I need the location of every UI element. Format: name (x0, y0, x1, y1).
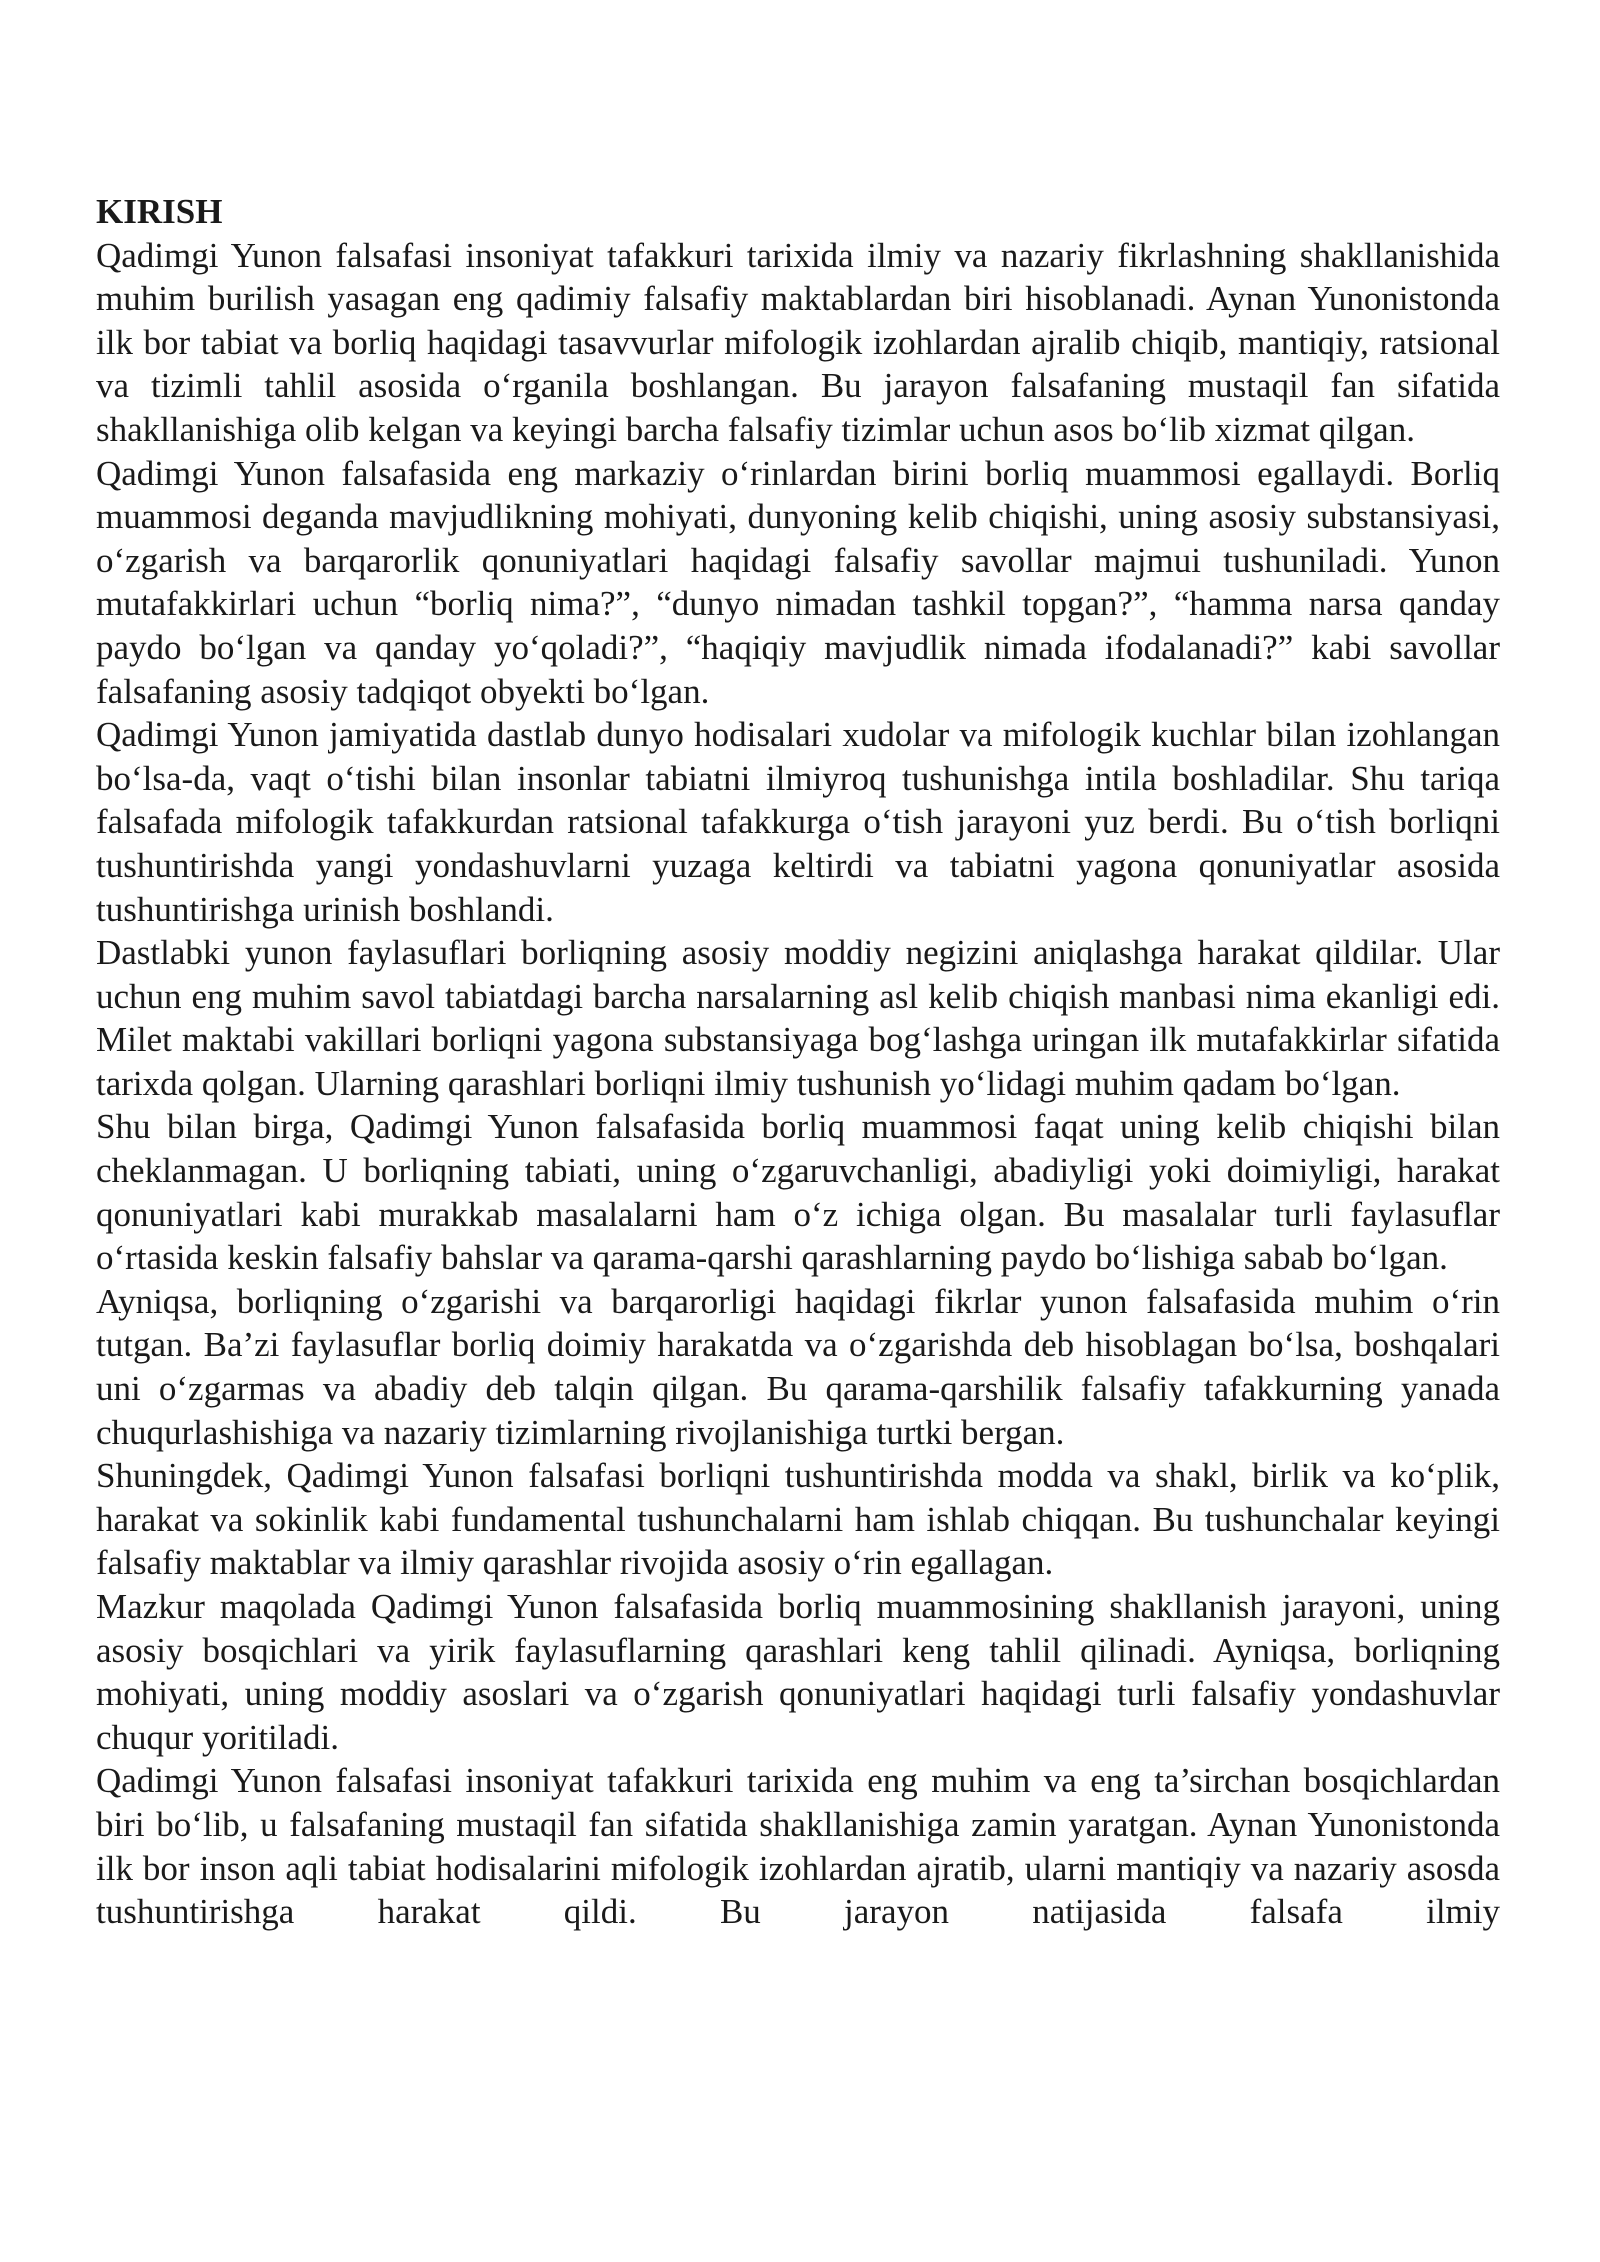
paragraph: Qadimgi Yunon falsafasida eng markaziy o‘rinlardan birini borliq muammosi egallaydi. Borliq muammosi deganda mavjudlikning mohiyati, dunyoning kelib chiqishi, uning asosiy substansiyasi, o‘zgarish va barqarorlik qonuniyatlari haqidagi falsafiy savollar majmui tushuniladi. Yunon mutafakkirlari uchun “borliq nima?”, “dunyo nimadan tashkil topgan?”, “hamma narsa qanday paydo bo‘lgan va qanday yo‘qoladi?”, “haqiqiy mavjudlik nimada ifodalanadi?” kabi savollar falsafaning asosiy tadqiqot obyekti bo‘lgan. (96, 453, 1500, 711)
paragraph: Qadimgi Yunon falsafasi insoniyat tafakkuri tarixida eng muhim va eng ta’sirchan bosqichlardan biri bo‘lib, u falsafaning mustaqil fan sifatida shakllanishiga zamin yaratgan. Aynan Yunonistonda ilk bor inson aqli tabiat hodisalarini mifologik izohlardan ajratib, ularni mantiqiy va nazariy asosda tushuntirishga harakat qildi. Bu jarayon natijasida falsafa ilmiy (96, 1761, 1500, 1932)
paragraph: Shuningdek, Qadimgi Yunon falsafasi borliqni tushuntirishda modda va shakl, birlik va ko‘plik, harakat va sokinlik kabi fundamental tushunchalarni ham ishlab chiqqan. Bu tushunchalar keyingi falsafiy maktablar va ilmiy qarashlar rivojida asosiy o‘rin egallagan. (96, 1456, 1500, 1583)
paragraph: Shu bilan birga, Qadimgi Yunon falsafasida borliq muammosi faqat uning kelib chiqishi bilan cheklanmagan. U borliqning tabiati, uning o‘zgaruvchanligi, abadiyligi yoki doimiyligi, harakat qonuniyatlari kabi murakkab masalalarni ham o‘z ichiga olgan. Bu masalalar turli faylasuflar o‘rtasida keskin falsafiy bahslar va qarama-qarshi qarashlarning paydo bo‘lishiga sabab bo‘lgan. (96, 1107, 1500, 1278)
document-page (96, 190, 1500, 1934)
paragraph: Qadimgi Yunon jamiyatida dastlab dunyo hodisalari xudolar va mifologik kuchlar bilan izohlangan bo‘lsa-da, vaqt o‘tishi bilan insonlar tabiatni ilmiyroq tushunishga intila boshladilar. Shu tariqa falsafada mifologik tafakkurdan ratsional tafakkurga o‘tish jarayoni yuz berdi. Bu o‘tish borliqni tushuntirishda yangi yondashuvlarni yuzaga keltirdi va tabiatni yagona qonuniyatlar asosida tushuntirishga urinish boshlandi. (96, 715, 1500, 929)
section-heading: KIRISH (96, 192, 223, 231)
paragraph: Mazkur maqolada Qadimgi Yunon falsafasida borliq muammosining shakllanish jarayoni, uning asosiy bosqichlari va yirik faylasuflarning qarashlari keng tahlil qilinadi. Ayniqsa, borliqning mohiyati, uning moddiy asoslari va o‘zgarish qonuniyatlari haqidagi turli falsafiy yondashuvlar chuqur yoritiladi. (96, 1587, 1500, 1757)
paragraph: Ayniqsa, borliqning o‘zgarishi va barqarorligi haqidagi fikrlar yunon falsafasida muhim o‘rin tutgan. Ba’zi faylasuflar borliq doimiy harakatda va o‘zgarishda deb hisoblagan bo‘lsa, boshqalari uni o‘zgarmas va abadiy deb talqin qilgan. Bu qarama-qarshilik falsafiy tafakkurning yanada chuqurlashishiga va nazariy tizimlarning rivojlanishiga turtki bergan. (96, 1281, 1500, 1452)
paragraph: Dastlabki yunon faylasuflari borliqning asosiy moddiy negizini aniqlashga harakat qildilar. Ular uchun eng muhim savol tabiatdagi barcha narsalarning asl kelib chiqish manbasi nima ekanligi edi. Milet maktabi vakillari borliqni yagona substansiyaga bog‘lashga uringan ilk mutafakkirlar sifatida tarixda qolgan. Ularning qarashlari borliqni ilmiy tushunish yo‘lidagi muhim qadam bo‘lgan. (96, 933, 1500, 1103)
paragraph: Qadimgi Yunon falsafasi insoniyat tafakkuri tarixida ilmiy va nazariy fikrlashning shakllanishida muhim burilish yasagan eng qadimiy falsafiy maktablardan biri hisoblanadi. Aynan Yunonistonda ilk bor tabiat va borliq haqidagi tasavvurlar mifologik izohlardan ajralib chiqib, mantiqiy, ratsional va tizimli tahlil asosida o‘rganila boshlangan. Bu jarayon falsafaning mustaqil fan sifatida shakllanishiga olib kelgan va keyingi barcha falsafiy tizimlar uchun asos bo‘lib xizmat qilgan. (96, 235, 1500, 449)
